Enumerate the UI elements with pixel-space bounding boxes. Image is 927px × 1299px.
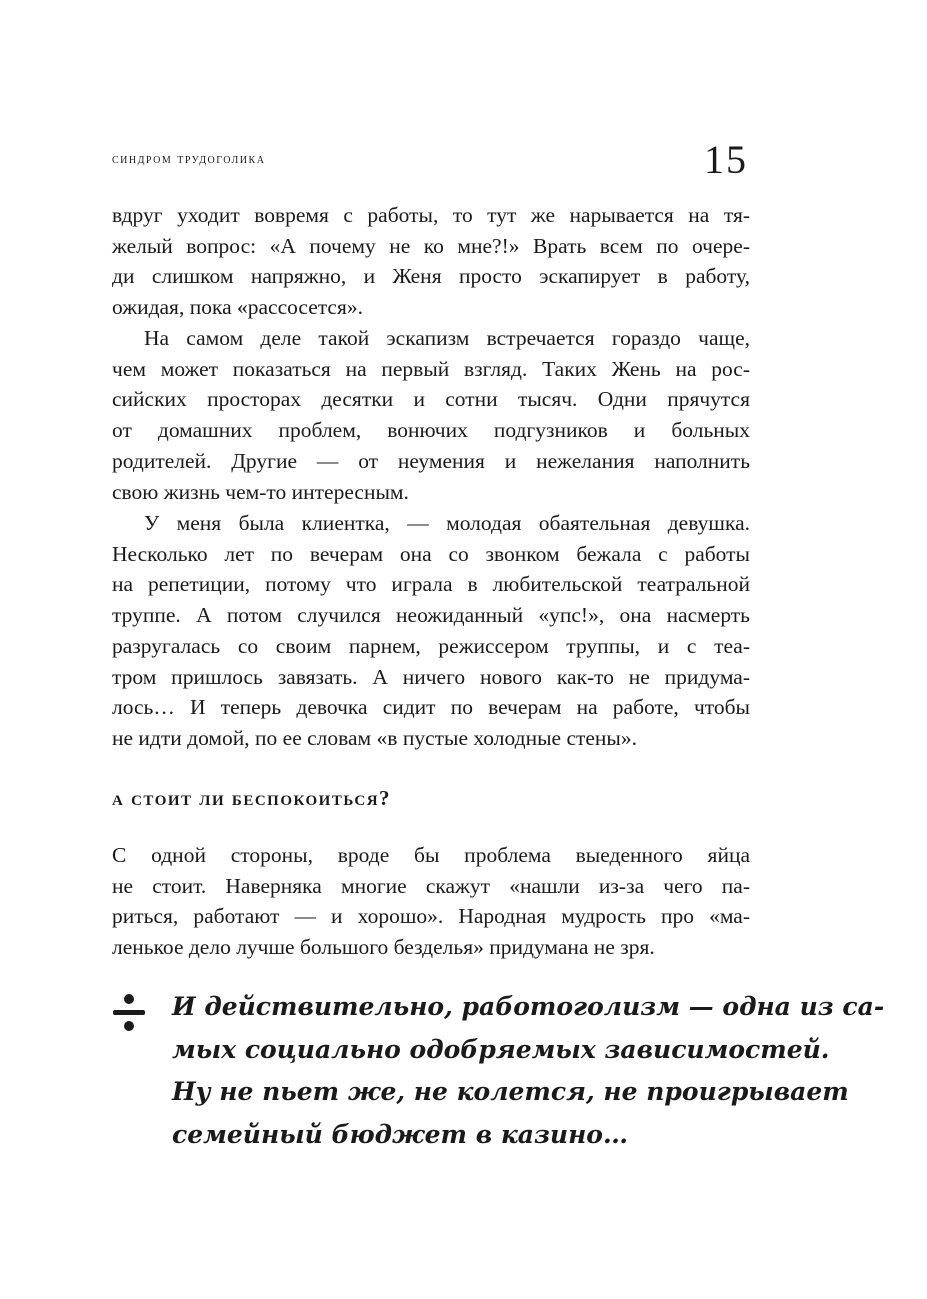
page-number: 15 bbox=[704, 137, 748, 182]
text-line: чем может показаться на первый взгляд. Таких Жень на рос- bbox=[112, 356, 750, 381]
text-line: не стоит. Наверняка многие скажут «нашли из-за чего па- bbox=[112, 873, 750, 898]
text-line: труппе. А потом случился неожиданный «упс!», она насмерть bbox=[112, 603, 750, 628]
callout-quote bbox=[172, 986, 885, 1156]
text-line: лось… И теперь девочка сидит по вечерам на работе, чтобы bbox=[112, 695, 750, 720]
text-line: На самом деле такой эскапизм встречается гораздо чаще, bbox=[144, 326, 750, 350]
quote-line: мых социально одобряемых зависимостей. bbox=[172, 1034, 830, 1064]
paragraph-continued bbox=[112, 200, 750, 323]
quote-line: И действительно, работоголизм — одна из са- bbox=[172, 992, 885, 1021]
text-line: сийских просторах десятки и сотни тысяч. Одни прячутся bbox=[112, 387, 750, 412]
text-line: родителей. Другие — от неумения и нежелания наполнить bbox=[112, 448, 750, 473]
quote-line: Ну не пьет же, не колется, не проигрывает bbox=[172, 1077, 849, 1106]
text-line: У меня была клиентка, — молодая обаятельная девушка. bbox=[144, 511, 750, 535]
section-heading: а стоит ли беспокоиться? bbox=[112, 786, 392, 810]
division-sign-icon bbox=[112, 993, 146, 1033]
text-line: не идти домой, по ее словам «в пустые холодные стены». bbox=[112, 725, 637, 750]
text-line: Несколько лет по вечерам она со звонком бежала с работы bbox=[112, 541, 750, 566]
text-line: свою жизнь чем-то интересным. bbox=[112, 479, 409, 504]
text-line: на репетиции, потому что играла в любительской театральной bbox=[112, 572, 750, 597]
text-line: риться, работают — и хорошо». Народная мудрость про «ма- bbox=[112, 904, 750, 929]
paragraph-client-story bbox=[112, 508, 750, 754]
text-line: разругалась со своим парнем, режиссером труппы, и с теа- bbox=[112, 633, 750, 658]
text-line: от домашних проблем, вонючих подгузников и больных bbox=[112, 418, 750, 443]
running-header: синдром трудоголика bbox=[112, 152, 266, 167]
text-line: С одной стороны, вроде бы проблема выеденного яйца bbox=[112, 843, 750, 867]
text-line: вдруг уходит вовремя с работы, то тут же нарывается на тя- bbox=[112, 203, 750, 227]
text-line: ди слишком напряжно, и Женя просто эскапирует в работу, bbox=[112, 264, 750, 289]
paragraph-escapism bbox=[112, 323, 750, 507]
quote-line: семейный бюджет в казино… bbox=[172, 1119, 628, 1149]
text-line: ленькое дело лучше большого безделья» придумана не зря. bbox=[112, 935, 655, 960]
text-line: тром пришлось завязать. А ничего нового как-то не придума- bbox=[112, 664, 750, 689]
text-line: желый вопрос: «А почему не ко мне?!» Врать всем по очере- bbox=[112, 233, 750, 258]
text-line: ожидая, пока «рассосется». bbox=[112, 295, 363, 320]
section-paragraph bbox=[112, 840, 750, 963]
